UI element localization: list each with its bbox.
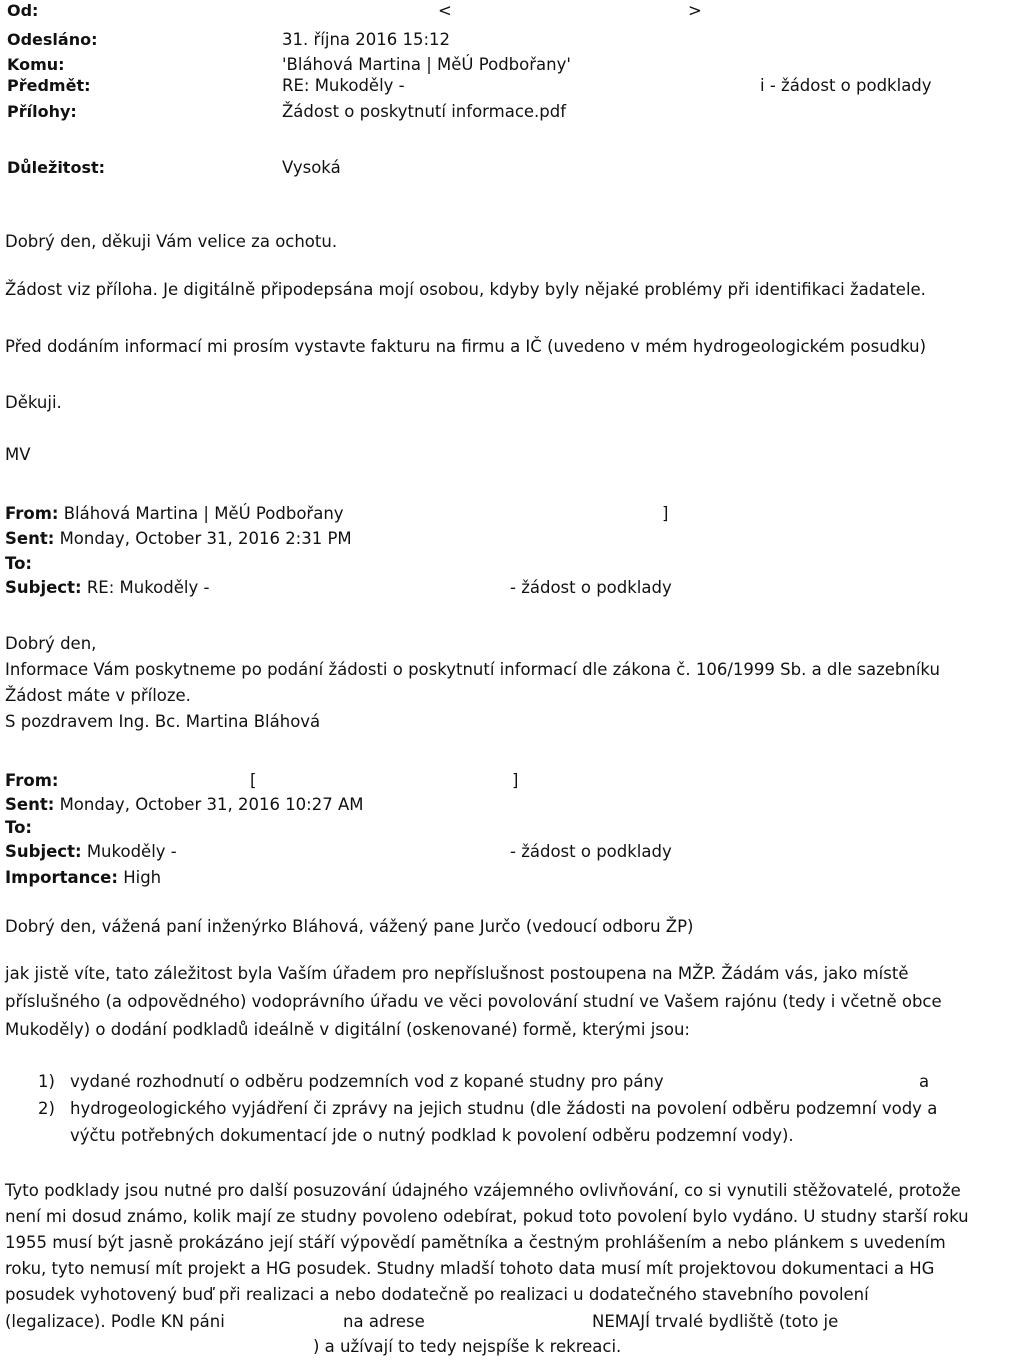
q1-from-bracket: ]: [662, 504, 669, 523]
q2-p2-line: posudek vyhotovený buď při realizaci a nebo dodatečně po realizaci u dodatečného stavebního povolení: [5, 1285, 869, 1304]
q2-p1-line: jak jistě víte, tato záležitost byla Vaším úřadem pro nepříslušnost postoupena na MŽP. Žádám vás, jako místě: [5, 964, 909, 983]
msg1-greeting: Dobrý den, děkuji Vám velice za ochotu.: [5, 232, 338, 251]
komu-value: 'Bláhová Martina | MěÚ Podbořany': [282, 55, 571, 74]
q2-p2-line: roku, tyto nemusí mít projekt a HG posudek. Studny mladší tohoto data musí mít projektovou dokumentaci a HG: [5, 1259, 935, 1278]
predmet-label: Předmět:: [7, 76, 91, 95]
q2-subject-tail: - žádost o podklady: [510, 842, 672, 861]
odeslano-label: Odesláno:: [7, 30, 98, 49]
q2-subject-label: Subject:: [5, 842, 82, 861]
dulezitost-label: Důležitost:: [7, 158, 106, 177]
q2-p2-line: Tyto podklady jsou nutné pro další posuzování údajného vzájemného ovlivňování, co si vynutili stěžovatelé, protože: [5, 1181, 961, 1200]
od-gt: >: [688, 1, 702, 20]
q2-from-close: ]: [512, 771, 519, 790]
q2-sent-label: Sent:: [5, 795, 55, 814]
q2-importance-value: High: [123, 868, 162, 887]
q2-p1-line: Mukoděly) o dodání podkladů ideálně v digitální (oskenované) formě, kterými jsou:: [5, 1020, 690, 1039]
q1-from-label: From:: [5, 504, 59, 523]
q1-from-value: Bláhová Martina | MěÚ Podbořany: [63, 504, 344, 523]
q2-from-label: From:: [5, 771, 59, 790]
q2-from-open: [: [250, 771, 257, 790]
q2-subject-value: Mukoděly -: [86, 842, 177, 861]
q2-to-label: To:: [5, 818, 32, 837]
odeslano-value: 31. října 2016 15:12: [282, 30, 451, 49]
od-label: Od:: [7, 1, 39, 20]
q2-p1-line: příslušného (a odpovědného) vodoprávního úřadu ve věci povolování studní ve Vašem rajónu (tedy i včetně obce: [5, 992, 942, 1011]
dulezitost-value: Vysoká: [282, 158, 341, 177]
predmet-tail: i - žádost o podklady: [760, 76, 932, 95]
q1-to-label: To:: [5, 554, 32, 573]
q2-item1-num: 1): [38, 1072, 55, 1091]
q2-sent-value: Monday, October 31, 2016 10:27 AM: [59, 795, 364, 814]
q1-line3: S pozdravem Ing. Bc. Martina Bláhová: [5, 712, 321, 731]
q2-item2-line1: hydrogeologického vyjádření či zprávy na jejich studnu (dle žádosti na povolení odběru podzemní vody a: [70, 1099, 938, 1118]
q2-last-a: (legalizace). Podle KN páni: [5, 1312, 225, 1331]
msg1-p2: Před dodáním informací mi prosím vystavte fakturu na firmu a IČ (uvedeno v mém hydrogeologickém posudku): [5, 337, 927, 356]
prilohy-label: Přílohy:: [7, 102, 77, 121]
q1-line2: Žádost máte v příloze.: [5, 686, 191, 705]
q2-importance-label: Importance:: [5, 868, 118, 887]
q2-p2-line: není mi dosud známo, kolik mají ze studny povoleno odebírat, pokud toto povolení bylo vydáno. U studny starší roku: [5, 1207, 969, 1226]
msg1-thanks: Děkuji.: [5, 393, 62, 412]
q1-subject-value: RE: Mukoděly -: [86, 578, 210, 597]
q1-line1: Informace Vám poskytneme po podání žádosti o poskytnutí informací dle zákona č. 106/1999 Sb. a dle sazebníku: [5, 660, 940, 679]
q1-subject-label: Subject:: [5, 578, 82, 597]
q2-item1-tail: a: [919, 1072, 930, 1091]
q2-item1-text: vydané rozhodnutí o odběru podzemních vod z kopané studny pro pány: [70, 1072, 664, 1091]
msg1-p1: Žádost viz příloha. Je digitálně připodepsána mojí osobou, kdyby byly nějaké problémy při identifikaci žadatele.: [5, 280, 926, 299]
od-lt: <: [438, 1, 452, 20]
q2-p2-line: 1955 musí být jasně prokázáno její stáří výpovědí pamětníka a čestným prohlášením a nebo plánkem s uvedením: [5, 1233, 946, 1252]
q1-subject-tail: - žádost o podklady: [510, 578, 672, 597]
q1-sent-value: Monday, October 31, 2016 2:31 PM: [59, 529, 352, 548]
q1-greeting: Dobrý den,: [5, 634, 97, 653]
q2-greeting: Dobrý den, vážená paní inženýrko Bláhová, vážený pane Jurčo (vedoucí odboru ŽP): [5, 917, 694, 936]
attachment-link[interactable]: Žádost o poskytnutí informace.pdf: [282, 102, 567, 121]
q2-final: ) a užívají to tedy nejspíše k rekreaci.: [313, 1337, 622, 1356]
q2-item2-num: 2): [38, 1099, 55, 1118]
msg1-signature: MV: [5, 445, 31, 464]
q2-item2-line2: výčtu potřebných dokumentací jde o nutný podklad k povolení odběru podzemní vody).: [70, 1126, 794, 1145]
q1-sent-label: Sent:: [5, 529, 55, 548]
predmet-value: RE: Mukoděly -: [282, 76, 405, 95]
q2-last-c: NEMAJÍ trvalé bydliště (toto je: [592, 1312, 839, 1331]
komu-label: Komu:: [7, 55, 65, 74]
q2-last-b: na adrese: [343, 1312, 425, 1331]
